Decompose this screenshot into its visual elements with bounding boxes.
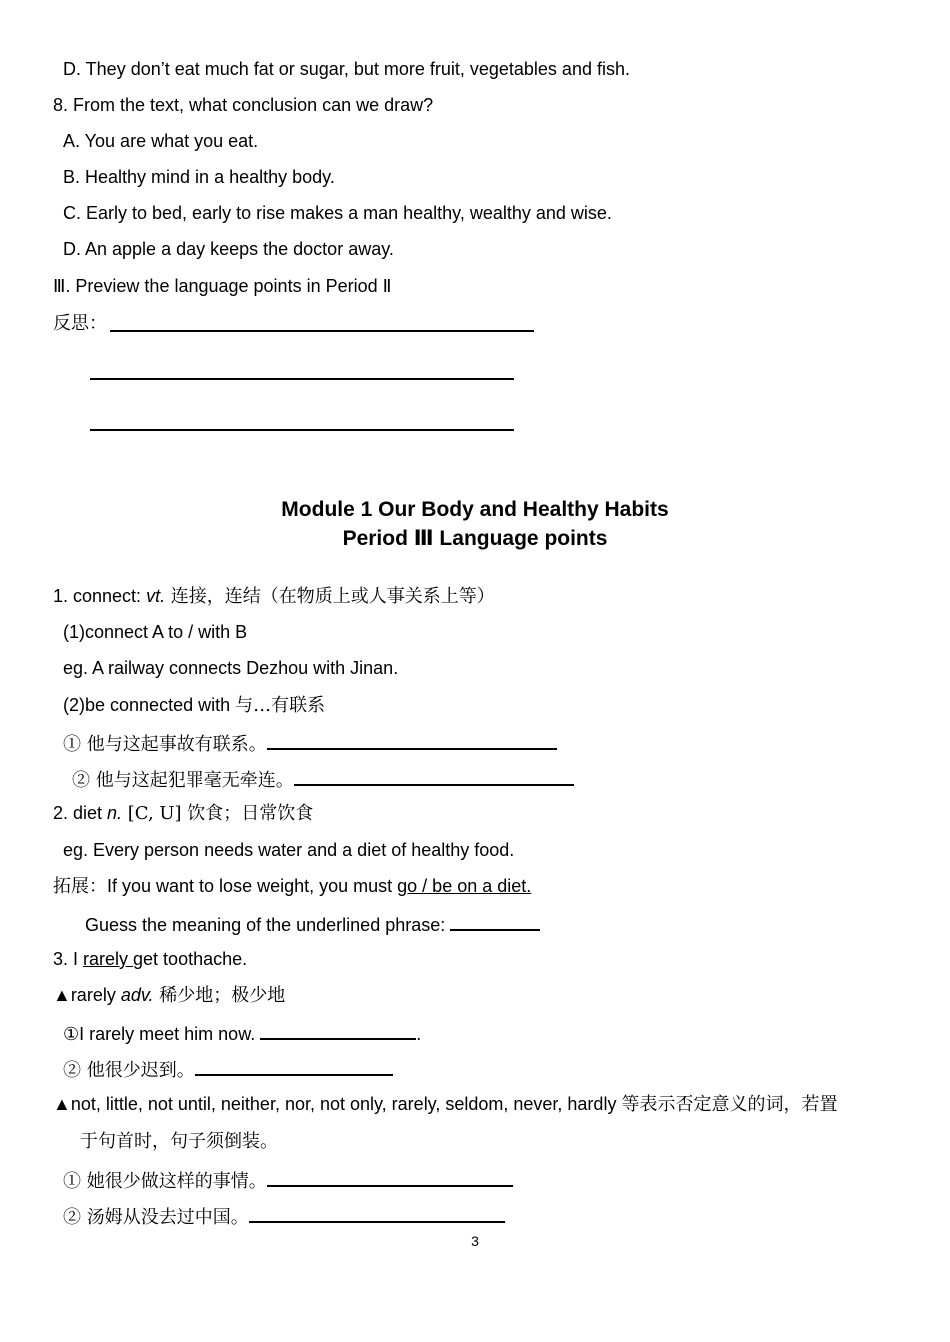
point-2-example: eg. Every person needs water and a diet of healthy food. (63, 840, 515, 860)
point-1-exercise-1 (63, 730, 557, 756)
point-3-exercise-3-blank[interactable] (267, 1167, 513, 1187)
point-3-sentence-word: rarely (83, 949, 134, 969)
period-title: Period Ⅲ Language points (342, 527, 608, 550)
point-3-exercise-1-end: . (416, 1024, 422, 1044)
point-3-exercise-1-text: ①I rarely meet him now. (63, 1024, 261, 1044)
point-1-usage-2-meaning: 与…有联系 (235, 695, 326, 716)
q8-option-b: B. Healthy mind in a healthy body. (63, 167, 335, 187)
section-3-heading: Ⅲ. Preview the language points in Period Ⅱ (53, 276, 392, 296)
point-1-exercise-1-blank[interactable] (267, 730, 557, 750)
point-3-exercise-4-blank[interactable] (249, 1203, 505, 1223)
point-1-pos: vt. (146, 586, 166, 606)
point-2-extend-phrase: go / be on a diet. (397, 876, 532, 896)
point-3-exercise-4 (63, 1203, 505, 1229)
reflection-blank-2[interactable] (90, 378, 514, 380)
point-1-usage-1: (1)connect A to / with B (63, 622, 248, 642)
point-3-exercise-3-text: ① 她很少做这样的事情。 (63, 1171, 267, 1192)
point-3-exercise-1-blank[interactable] (260, 1020, 416, 1040)
point-3-sentence (53, 948, 247, 970)
point-3-exercise-3 (63, 1167, 513, 1193)
point-3-exercise-2-blank[interactable] (195, 1056, 393, 1076)
point-2-meaning: [C, U] 饮食；日常饮食 (122, 803, 314, 824)
point-2-pos: n. (107, 803, 123, 823)
q7-option-d: D. They don’t eat much fat or sugar, but more fruit, vegetables and fish. (63, 59, 630, 79)
point-2-heading (53, 802, 313, 825)
reflection-blank-3[interactable] (90, 429, 514, 431)
point-1-example: eg. A railway connects Dezhou with Jinan. (63, 658, 399, 678)
point-1-word: 1. connect: (53, 586, 147, 606)
point-3-exercise-1 (63, 1020, 421, 1045)
point-1-usage-2-phrase: (2)be connected with (63, 695, 236, 715)
point-2-word: 2. diet (53, 803, 108, 823)
q8-option-d: D. An apple a day keeps the doctor away. (63, 239, 394, 259)
point-2-guess-blank[interactable] (450, 911, 540, 931)
point-2-guess (85, 911, 540, 936)
point-3-exercise-2 (63, 1056, 393, 1082)
point-3-sentence-end: get toothache. (133, 949, 248, 969)
point-3-exercise-2-text: ② 他很少迟到。 (63, 1060, 195, 1081)
reflection-label: 反思： (53, 313, 107, 334)
point-3-exercise-4-text: ② 汤姆从没去过中国。 (63, 1207, 249, 1228)
reflection-blank-1[interactable] (110, 330, 534, 332)
point-1-exercise-2-text: ② 他与这起犯罪毫无牵连。 (72, 770, 294, 791)
point-3-rarely-pos: adv. (120, 985, 154, 1005)
point-1-meaning: 连接，连结（在物质上或人事关系上等） (165, 586, 495, 607)
point-2-extension (53, 875, 531, 898)
point-1-usage-2 (63, 694, 325, 717)
q8-question: 8. From the text, what conclusion can we draw? (53, 95, 434, 115)
point-3-inversion-zh: 等表示否定意义的词，若置 (621, 1094, 838, 1115)
point-3-rarely-heading (53, 984, 285, 1007)
point-2-extend-text: If you want to lose weight, you must (107, 876, 398, 896)
module-title: Module 1 Our Body and Healthy Habits (281, 498, 669, 521)
point-3-sentence-start: 3. I (53, 949, 84, 969)
point-3-inversion-line-1 (53, 1093, 837, 1116)
page-number: 3 (471, 1233, 479, 1249)
point-1-exercise-1-text: ① 他与这起事故有联系。 (63, 734, 267, 755)
q8-option-c: C. Early to bed, early to rise makes a man healthy, wealthy and wise. (63, 203, 612, 223)
point-1-exercise-2-blank[interactable] (294, 766, 574, 786)
point-2-extend-label: 拓展： (53, 876, 107, 897)
point-2-guess-text: Guess the meaning of the underlined phrase: (85, 915, 451, 935)
point-1-exercise-2 (72, 766, 574, 792)
point-3-inversion-line-2: 于句首时，句子须倒装。 (80, 1131, 278, 1152)
point-3-rarely-meaning: 稀少地；极少地 (153, 985, 286, 1006)
point-1-heading (53, 585, 495, 608)
q8-option-a: A. You are what you eat. (63, 131, 259, 151)
point-3-inversion-en: ▲not, little, not until, neither, nor, not only, rarely, seldom, never, hardly (53, 1094, 622, 1114)
point-3-rarely-prefix: ▲rarely (53, 985, 121, 1005)
